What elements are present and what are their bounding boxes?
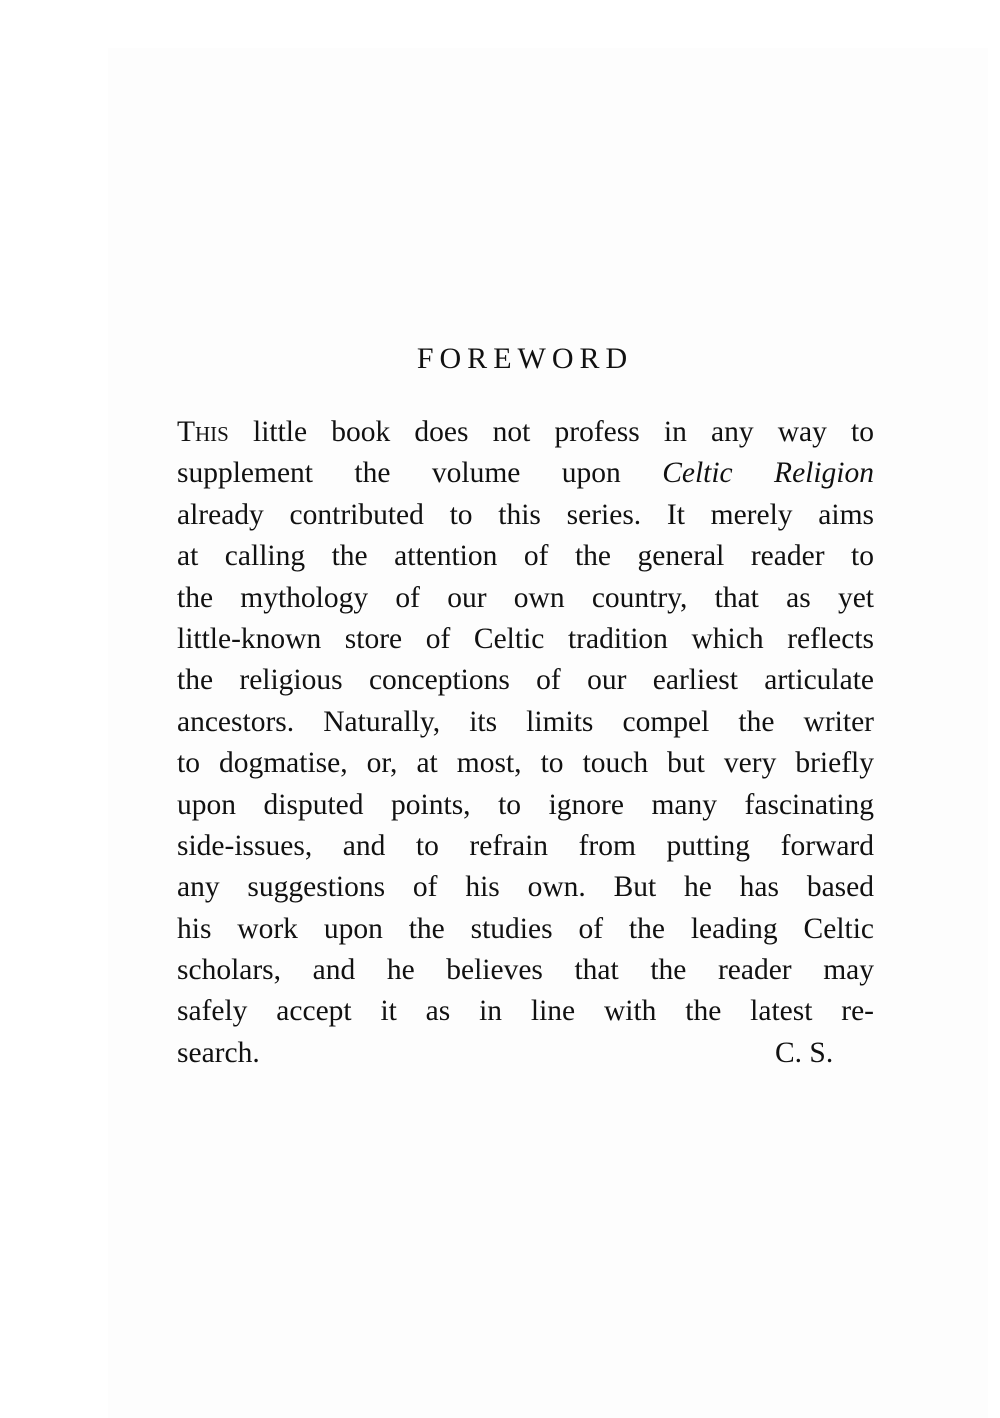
text-line: ancestors. Naturally, its limits compel the writer bbox=[177, 705, 874, 738]
text-line: the religious conceptions of our earliest articulate bbox=[177, 664, 874, 697]
text-line-last bbox=[177, 1033, 874, 1074]
text-line: to dogmatise, or, at most, to touch but very briefly bbox=[177, 747, 874, 780]
text-line: safely accept it as in line with the latest re- bbox=[177, 995, 874, 1028]
text-line bbox=[177, 453, 874, 494]
text-line: side-issues, and to refrain from putting forward bbox=[177, 829, 874, 862]
text-line: the mythology of our own country, that as yet bbox=[177, 581, 874, 614]
text-line: his work upon the studies of the leading Celtic bbox=[177, 912, 874, 945]
foreword-paragraph bbox=[177, 412, 874, 1074]
book-title-italic: Celtic Religion bbox=[662, 457, 875, 490]
text-fragment: search. bbox=[177, 1036, 260, 1069]
text-line: already contributed to this series. It merely aims bbox=[177, 498, 874, 531]
lead-in-small-caps: This bbox=[177, 416, 229, 448]
page-title: FOREWORD bbox=[416, 342, 634, 375]
text-line: any suggestions of his own. But he has based bbox=[177, 871, 874, 904]
text-line: at calling the attention of the general reader to bbox=[177, 540, 874, 573]
text-line bbox=[177, 412, 874, 453]
text-line: upon disputed points, to ignore many fascinating bbox=[177, 788, 874, 821]
text-line: little-known store of Celtic tradition which reflects bbox=[177, 622, 874, 655]
text-line: scholars, and he believes that the reader may bbox=[177, 954, 874, 987]
text-fragment: little book does not profess in any way to bbox=[228, 416, 874, 448]
author-signature: C. S. bbox=[775, 1036, 834, 1069]
text-fragment: supplement the volume upon bbox=[177, 457, 663, 490]
